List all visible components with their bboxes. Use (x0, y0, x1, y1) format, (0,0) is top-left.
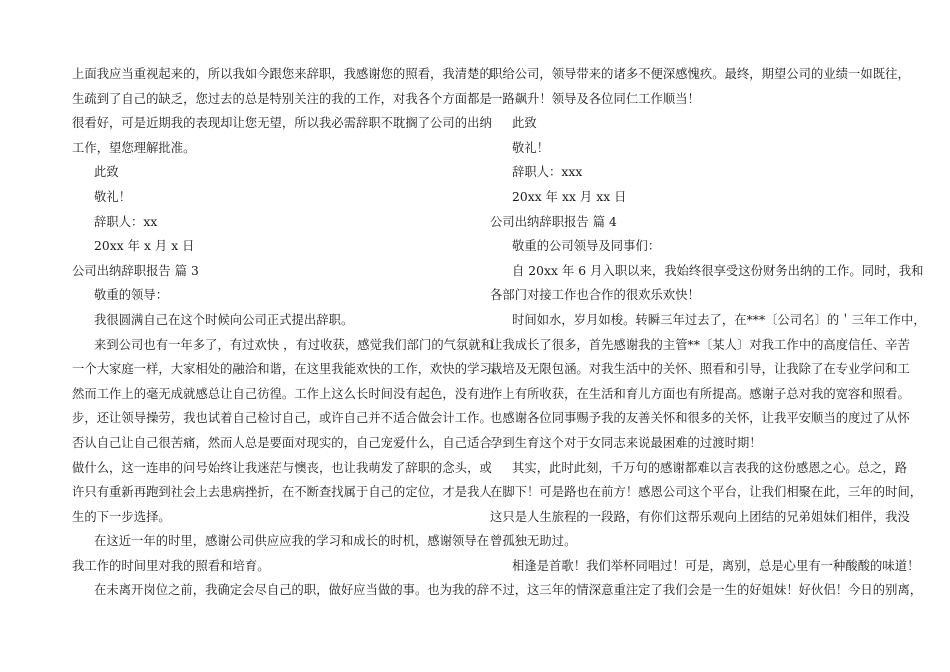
text-line: 职给公司，领导带来的诸多不便深感愧疚。最终，期望公司的业绩一如既往， (490, 67, 910, 81)
text-line: 栽培及无限包涵。对我生活中的关怀、照看和引导，让我除了在专业学问和工 (490, 362, 910, 377)
text-line: 其实，此时此刻，千万句的感谢都难以言表我的这份感恩之心。总之，路 (512, 460, 908, 475)
text-line: 一路飙升！领导及各位同仁工作顺当！ (490, 91, 700, 106)
text-line: 我工作的时间里对我的照看和培育。 (72, 558, 270, 573)
text-line: 敬重的公司领导及同事们： (512, 239, 661, 254)
text-line: 在脚下！可是路也在前方！感恩公司这个平台，让我们相聚在此，三年的时间， (490, 485, 923, 500)
text-line: 此致 (94, 165, 119, 180)
text-line: 20xx 年 x 月 x 日 (94, 239, 195, 254)
text-line: 在未离开岗位之前，我确定会尽自己的职，做好应当做的事。也为我的辞 (94, 583, 490, 598)
text-line: 许只有重新再跑到社会上去患病挫折，在不断查找属于自己的定位，才是我人 (72, 485, 492, 500)
text-line: 一个大家庭一样，大家相处的融洽和谐，在这里我能欢快的工作，欢快的学习。 (72, 362, 505, 377)
text-line: 步，还让领导操劳，我也试着自己检讨自己，或许自己并不适合做会计工作。 (72, 411, 492, 426)
text-line: 敬礼！ (94, 189, 132, 204)
text-line: 敬礼！ (512, 140, 550, 155)
text-line: 否认自己让自己很苦痛，然而人总是要面对现实的，自己宠爱什么，自己适合 (72, 435, 492, 450)
text-line: 辞职人：xx (94, 214, 158, 229)
text-line: 在这近一年的时里，感谢公司供应应我的学习和成长的时机，感谢领导在 (94, 534, 490, 549)
text-line: 孕到生育这个对于女同志来说最困难的过渡时期！ (490, 435, 762, 450)
text-line: 来到公司也有一年多了，有过欢快 ，有过收获，感觉我们部门的气氛就和 (94, 337, 494, 352)
text-line: 各部门对接工作也合作的很欢乐欢快！ (490, 288, 700, 303)
text-line: 也感谢各位同事赐予我的友善关怀和很多的关怀，让我平安顺当的度过了从怀 (490, 411, 910, 426)
text-line: 公司出纳辞职报告 篇 4 (490, 214, 617, 229)
text-line: 然而工作上的毫无成就感总让自己彷徨。工作上这么长时间没有起色，没有进 (72, 386, 492, 401)
text-line: 生的下一步选择。 (72, 509, 171, 524)
left-text-column (72, 62, 505, 603)
text-line: 曾孤独无助过。 (490, 534, 577, 549)
text-line: 相逢是首歌！我们举杯同唱过！可是，离别，总是心里有一种酸酸的味道！ (512, 558, 920, 573)
text-line: 公司出纳辞职报告 篇 3 (72, 263, 199, 278)
text-line: 敬重的领导： (94, 288, 169, 303)
text-line: 让我成长了很多，首先感谢我的主管**〔某人〕对我工作中的高度信任、辛苦 (490, 337, 910, 352)
text-line: 此致 (512, 116, 537, 131)
text-line: 我很圆满自己在这个时候向公司正式提出辞职。 (94, 312, 354, 327)
right-text-column (490, 62, 926, 603)
text-line: 时间如水，岁月如梭。转瞬三年过去了，在***〔公司名〕的＇三年工作中， (512, 312, 926, 327)
text-line: 生疏到了自己的缺乏，您过去的总是特别关注的我的工作，对我各个方面都是 (72, 91, 492, 106)
text-line: 工作，望您理解批准。 (72, 140, 196, 155)
text-line: 上面我应当重视起来的，所以我如今跟您来辞职，我感谢您的照看，我清楚的 (72, 67, 492, 81)
text-line: 做什么，这一连串的问号始终让我迷茫与懊丧，也让我萌发了辞职的念头，或 (72, 460, 492, 475)
text-line: 作上有所收获，在生活和育儿方面也有所提高。感谢子总对我的宽容和照看。 (490, 386, 910, 401)
text-line: 很看好，可是近期我的表现却让您无望，所以我必需辞职不耽搁了公司的出纳 (72, 116, 492, 131)
text-line: 辞职人：xxx (512, 165, 583, 180)
text-line: 20xx 年 xx 月 xx 日 (512, 189, 627, 204)
text-line: 这只是人生旅程的一段路，有你们这帮乐观向上团结的兄弟姐妹们相伴，我没 (490, 509, 910, 524)
text-line: 不过，这三年的情深意重注定了我们会是一生的好姐妹！好伙侣！今日的别离， (490, 583, 923, 598)
text-line: 自 20xx 年 6 月入职以来，我始终很享受这份财务出纳的工作。同时，我和 (512, 263, 924, 278)
